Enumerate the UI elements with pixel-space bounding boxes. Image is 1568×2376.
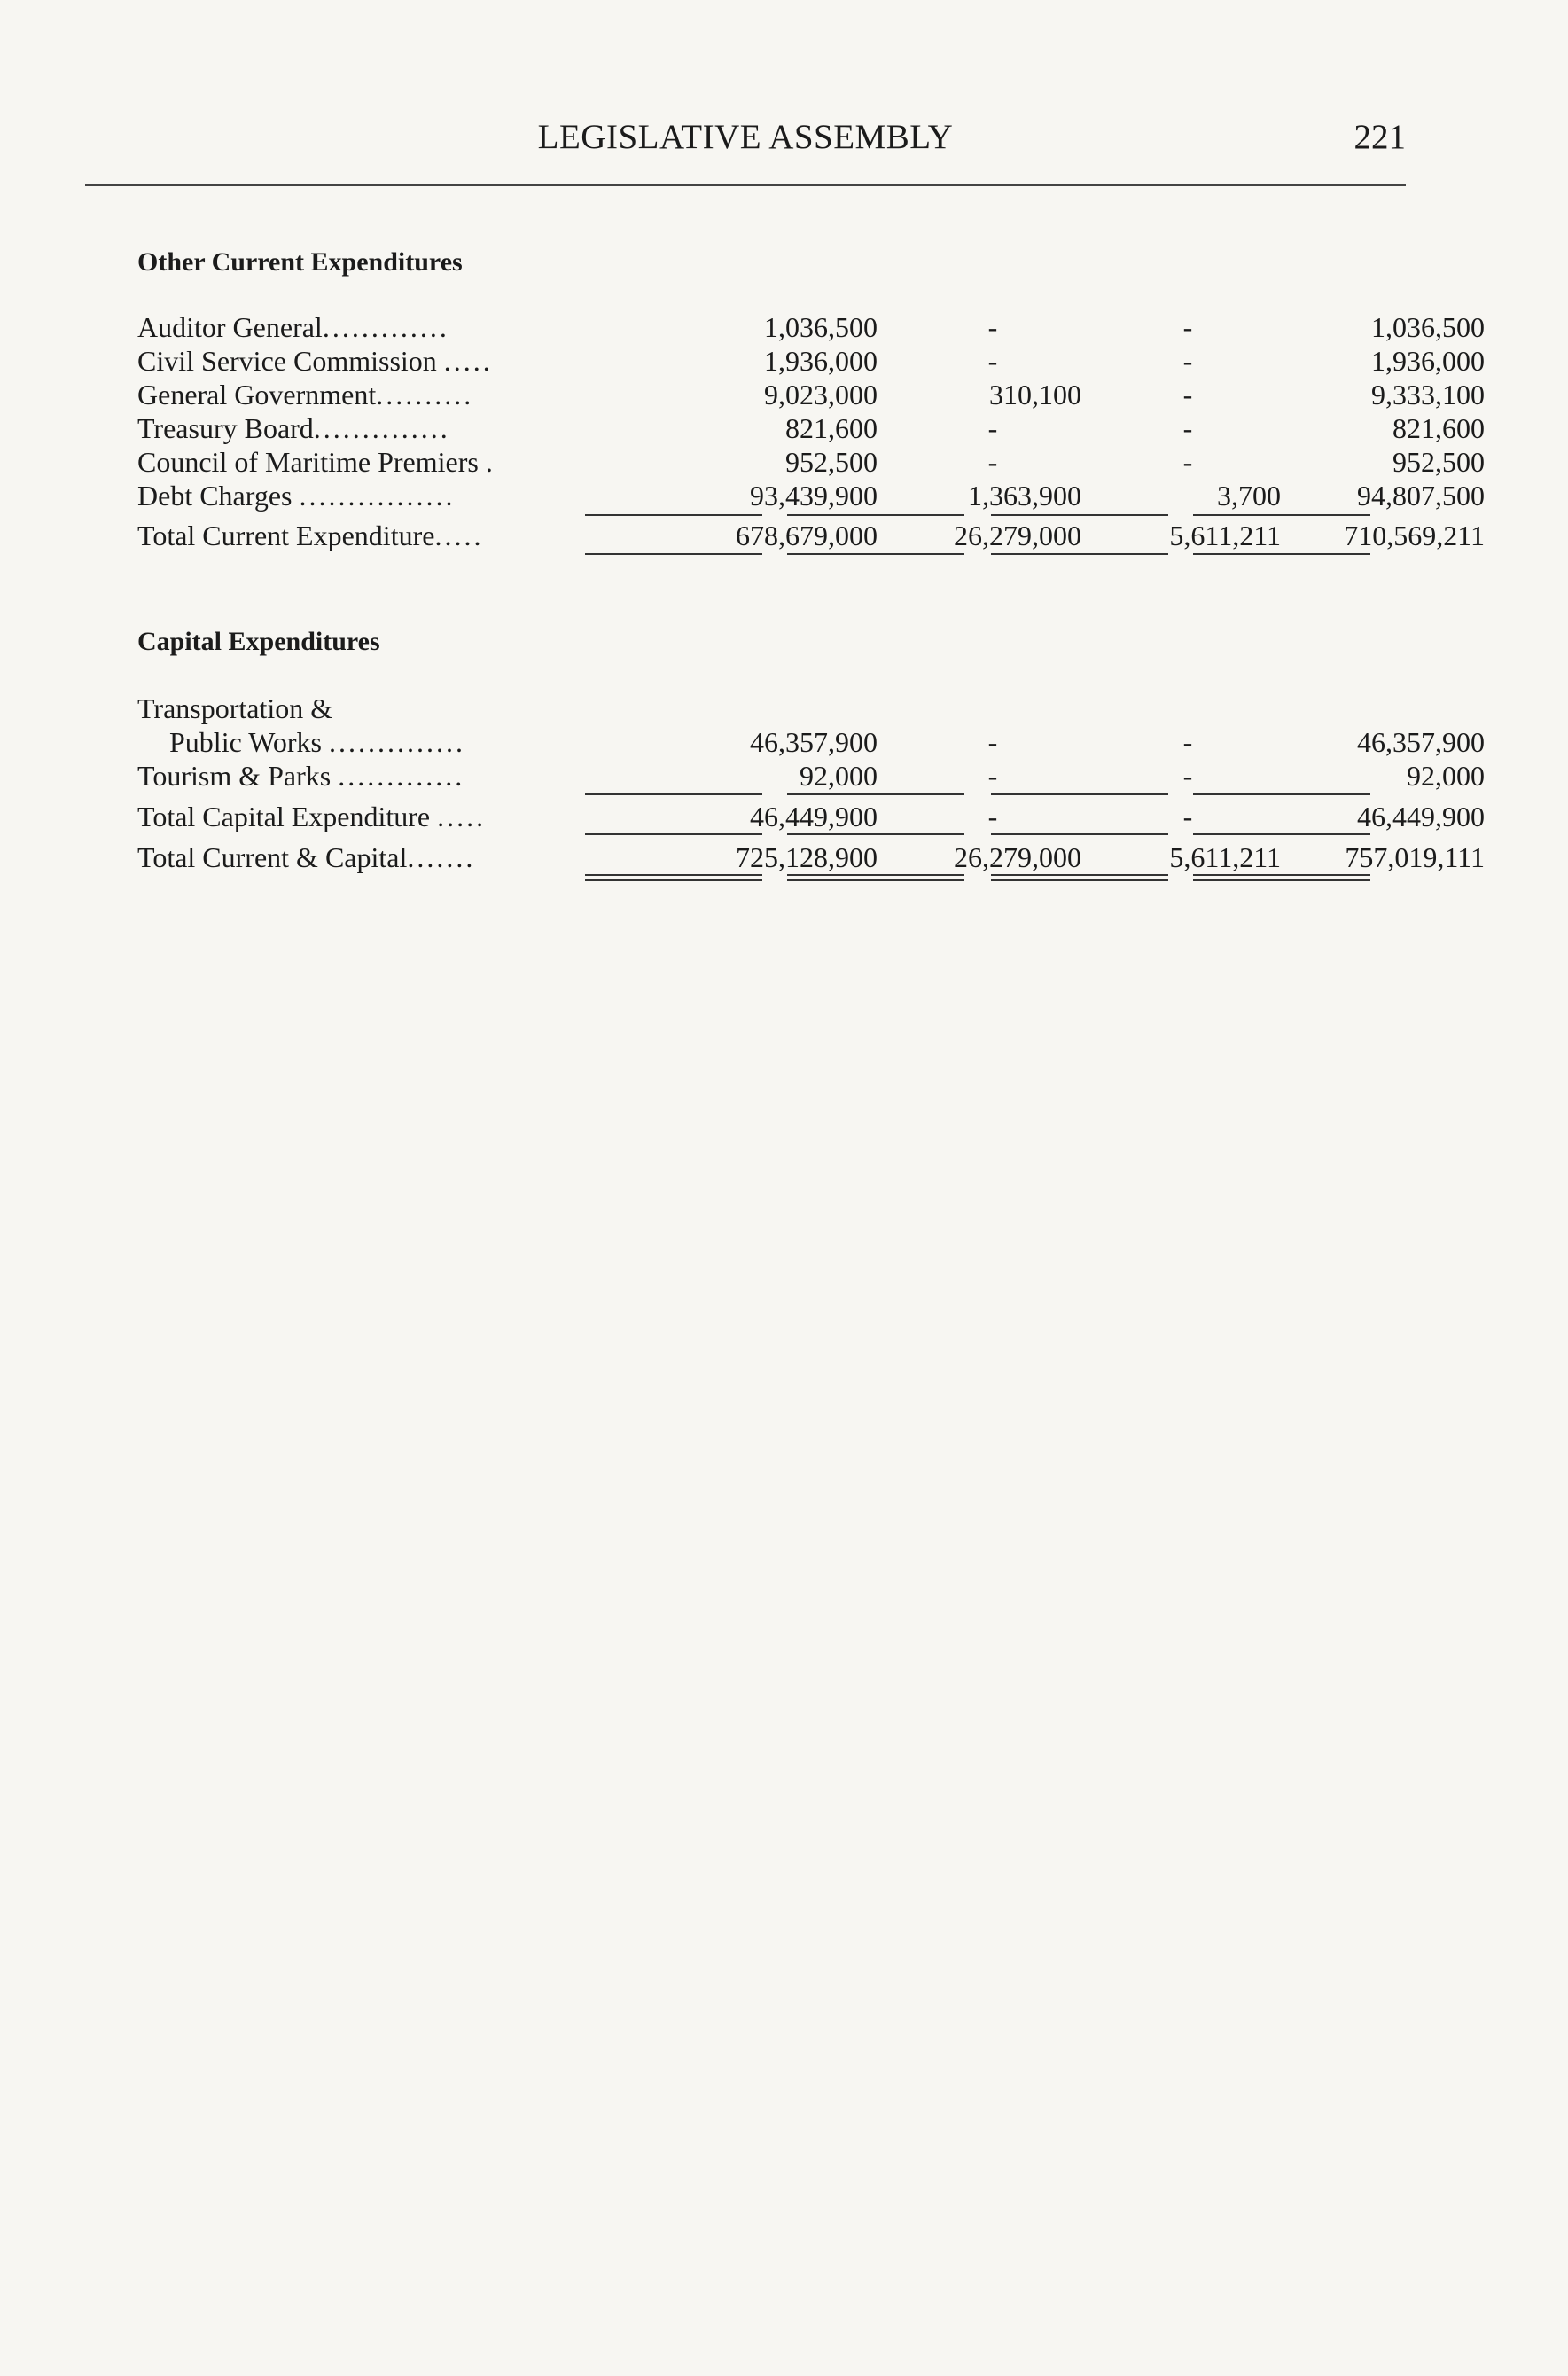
cell-col1: 952,500 — [785, 446, 878, 478]
double-rule — [585, 874, 762, 876]
subtotal-rule — [585, 514, 762, 516]
total-rule — [585, 553, 762, 555]
cell-col1: 46,449,900 — [750, 801, 878, 832]
cell-col2: - — [987, 760, 998, 792]
cell-col2: 26,279,000 — [954, 520, 1081, 551]
cell-col3: 5,611,211 — [1169, 520, 1281, 551]
row-label: Civil Service Commission ..... — [137, 345, 493, 377]
subtotal-rule — [1193, 514, 1370, 516]
page-title: LEGISLATIVE ASSEMBLY — [537, 118, 954, 156]
section-heading-capital: Capital Expenditures — [137, 627, 380, 656]
double-rule — [585, 879, 762, 881]
cell-col4: 46,357,900 — [1357, 726, 1485, 758]
subtotal-rule — [1193, 793, 1370, 795]
double-rule — [991, 879, 1168, 881]
subtotal-rule — [991, 514, 1168, 516]
row-label: Debt Charges ................ — [137, 480, 456, 512]
cell-col3: - — [1182, 760, 1193, 792]
page-number: 221 — [1353, 118, 1406, 156]
cell-col2: 310,100 — [989, 379, 1081, 410]
cell-col4: 821,600 — [1392, 412, 1485, 444]
cell-col1: 92,000 — [800, 760, 878, 792]
cell-col3: - — [1182, 311, 1193, 343]
subtotal-rule — [787, 793, 964, 795]
cell-col4: 1,936,000 — [1371, 345, 1485, 377]
row-label: General Government.......... — [137, 379, 474, 410]
cell-col1: 46,357,900 — [750, 726, 878, 758]
cell-col4: 94,807,500 — [1357, 480, 1485, 512]
header-divider — [85, 184, 1406, 186]
row-label: Total Current Expenditure..... — [137, 520, 484, 551]
cell-col1: 93,439,900 — [750, 480, 878, 512]
section-heading-current: Other Current Expenditures — [137, 247, 463, 277]
cell-col1: 678,679,000 — [736, 520, 878, 551]
total-rule — [585, 833, 762, 835]
cell-col3: 3,700 — [1217, 480, 1281, 512]
cell-col3: - — [1182, 446, 1193, 478]
cell-col2: - — [987, 345, 998, 377]
cell-col4: 46,449,900 — [1357, 801, 1485, 832]
page-header — [85, 115, 1406, 160]
cell-col3: 5,611,211 — [1169, 841, 1281, 873]
cell-col4: 952,500 — [1392, 446, 1485, 478]
total-rule — [991, 833, 1168, 835]
row-label: Total Capital Expenditure ..... — [137, 801, 487, 832]
subtotal-rule — [991, 793, 1168, 795]
double-rule — [787, 874, 964, 876]
double-rule — [991, 874, 1168, 876]
total-rule — [1193, 553, 1370, 555]
cell-col2: - — [987, 412, 998, 444]
cell-col4: 92,000 — [1407, 760, 1485, 792]
subtotal-rule — [787, 514, 964, 516]
row-label: Council of Maritime Premiers . — [137, 446, 495, 478]
row-label: Transportation & — [137, 692, 333, 724]
cell-col2: - — [987, 446, 998, 478]
cell-col2: 1,363,900 — [968, 480, 1081, 512]
cell-col1: 725,128,900 — [736, 841, 878, 873]
cell-col1: 1,936,000 — [764, 345, 878, 377]
row-label: Public Works .............. — [169, 726, 465, 758]
total-rule — [991, 553, 1168, 555]
cell-col2: - — [987, 311, 998, 343]
total-rule — [1193, 833, 1370, 835]
cell-col1: 821,600 — [785, 412, 878, 444]
cell-col2: - — [987, 726, 998, 758]
cell-col1: 9,023,000 — [764, 379, 878, 410]
row-label: Total Current & Capital....... — [137, 841, 476, 873]
double-rule — [1193, 874, 1370, 876]
cell-col2: - — [987, 801, 998, 832]
cell-col3: - — [1182, 379, 1193, 410]
cell-col3: - — [1182, 726, 1193, 758]
row-label: Auditor General............. — [137, 311, 449, 343]
subtotal-rule — [585, 793, 762, 795]
row-label: Treasury Board.............. — [137, 412, 450, 444]
cell-col4: 9,333,100 — [1371, 379, 1485, 410]
cell-col4: 757,019,111 — [1345, 841, 1485, 873]
double-rule — [1193, 879, 1370, 881]
total-rule — [787, 833, 964, 835]
cell-col3: - — [1182, 345, 1193, 377]
total-rule — [787, 553, 964, 555]
cell-col3: - — [1182, 412, 1193, 444]
cell-col3: - — [1182, 801, 1193, 832]
cell-col2: 26,279,000 — [954, 841, 1081, 873]
cell-col4: 1,036,500 — [1371, 311, 1485, 343]
cell-col4: 710,569,211 — [1344, 520, 1485, 551]
cell-col1: 1,036,500 — [764, 311, 878, 343]
row-label: Tourism & Parks ............. — [137, 760, 465, 792]
double-rule — [787, 879, 964, 881]
